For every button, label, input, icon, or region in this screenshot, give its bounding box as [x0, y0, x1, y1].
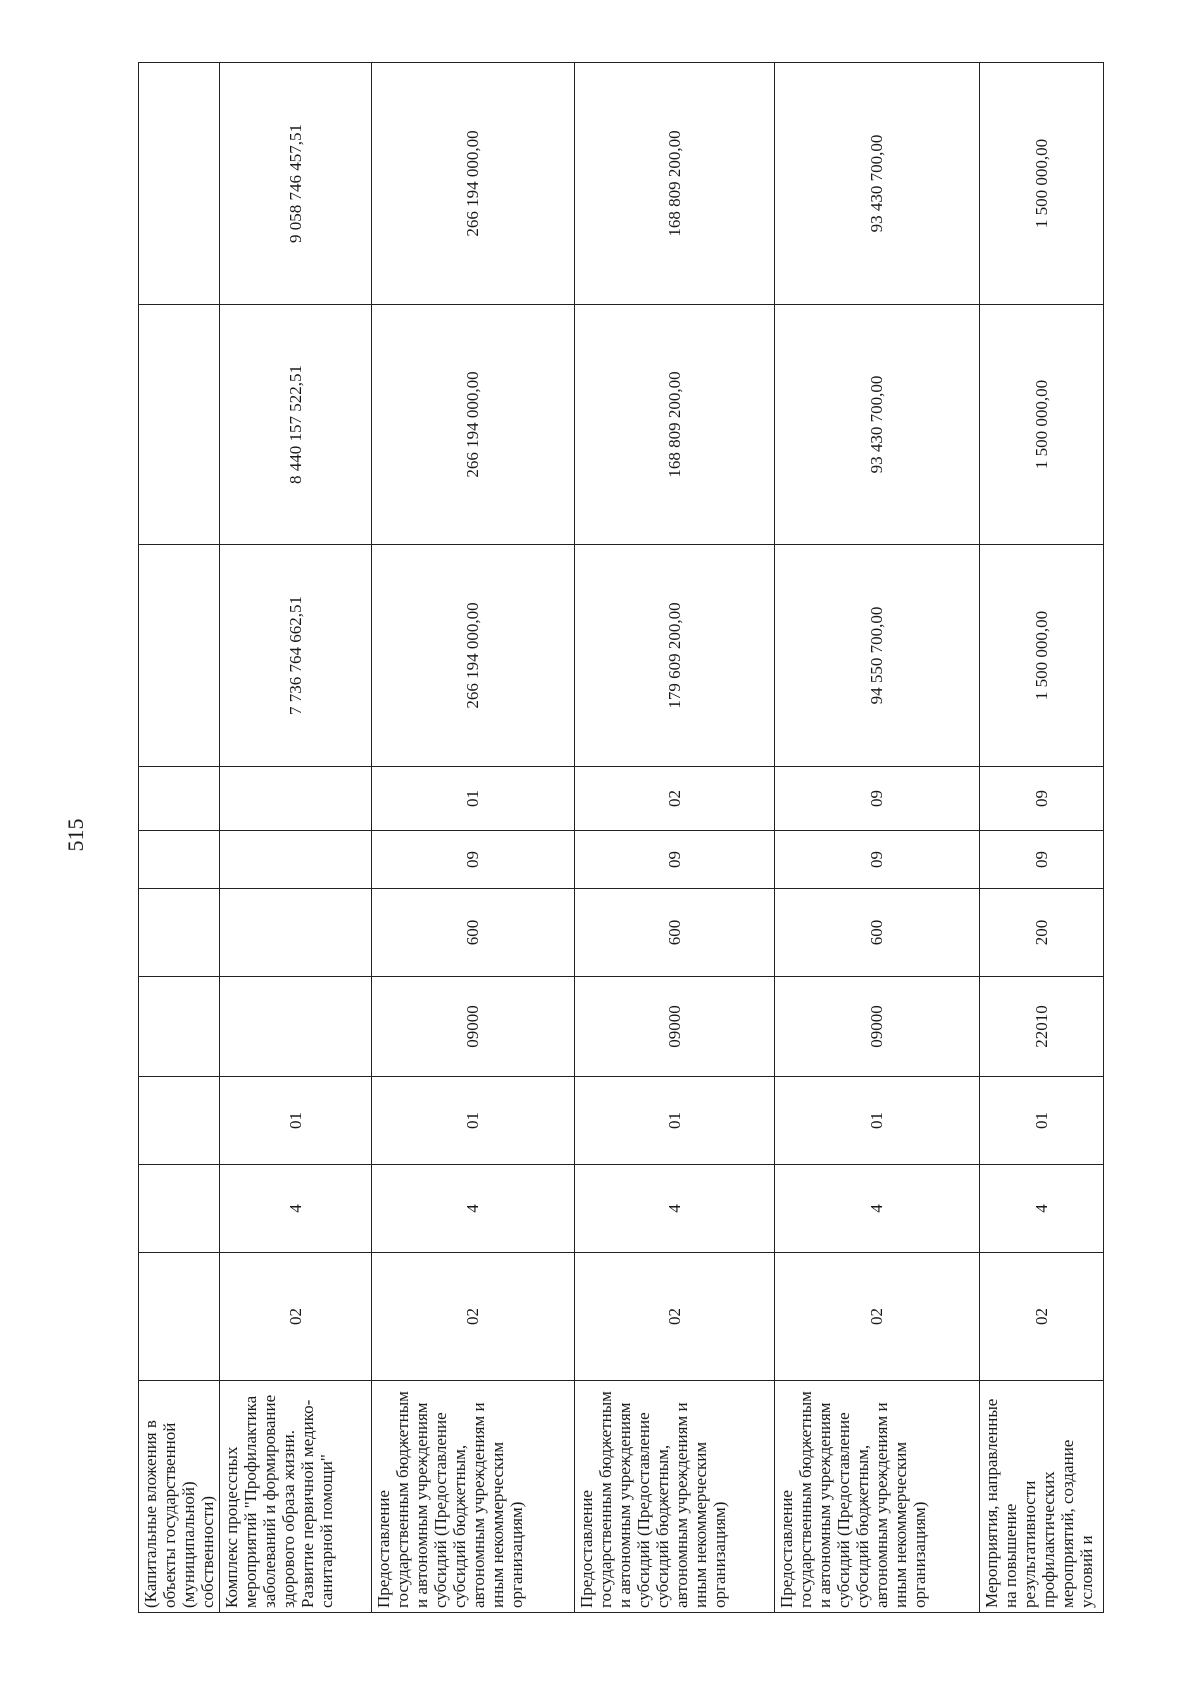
- row-name: Комплекс процессных мероприятий "Профилактика заболеваний и формирование здорового образа жизни. Развитие первичной медико-санитарной помощи": [220, 1381, 372, 1613]
- amount-year-3: 266 194 000,00: [372, 63, 575, 305]
- program-code: 02: [775, 1253, 980, 1381]
- row-name: (Капитальные вложения в объекты государственной (муниципальной) собственности): [139, 1381, 220, 1613]
- subsection-code: 09: [980, 767, 1104, 831]
- amount-year-3: [139, 63, 220, 305]
- budget-table-rotator: [138, 63, 1098, 1613]
- amount-year-2: 168 809 200,00: [575, 305, 775, 545]
- amount-year-3: 93 430 700,00: [775, 63, 980, 305]
- amount-year-1: 94 550 700,00: [775, 545, 980, 767]
- expense-type-code: [220, 889, 372, 977]
- row-name: Предоставление государственным бюджетным и автономным учреждениям субсидий (Предоставление субсидий бюджетным, автономным учреждениям и иным некоммерческим организациям): [575, 1381, 775, 1613]
- direction-code: [139, 977, 220, 1077]
- amount-year-3: 1 500 000,00: [980, 63, 1104, 305]
- amount-year-1: 7 736 764 662,51: [220, 545, 372, 767]
- budget-table: [138, 62, 1104, 1613]
- direction-code: 09000: [575, 977, 775, 1077]
- section-code: 09: [775, 831, 980, 889]
- subsection-code: 09: [775, 767, 980, 831]
- expense-type-code: 600: [372, 889, 575, 977]
- expense-type-code: 600: [775, 889, 980, 977]
- section-code: [220, 831, 372, 889]
- table-row: [139, 63, 220, 1613]
- measure-code: 01: [980, 1077, 1104, 1165]
- subsection-code: 02: [575, 767, 775, 831]
- direction-code: 22010: [980, 977, 1104, 1077]
- subprogram-code: 4: [575, 1165, 775, 1253]
- direction-code: [220, 977, 372, 1077]
- subprogram-code: 4: [220, 1165, 372, 1253]
- section-code: 09: [372, 831, 575, 889]
- subprogram-code: [139, 1165, 220, 1253]
- direction-code: 09000: [775, 977, 980, 1077]
- measure-code: 01: [775, 1077, 980, 1165]
- expense-type-code: 600: [575, 889, 775, 977]
- budget-table-container: [138, 63, 1098, 1613]
- amount-year-1: 1 500 000,00: [980, 545, 1104, 767]
- program-code: 02: [980, 1253, 1104, 1381]
- table-row: [575, 63, 775, 1613]
- section-code: 09: [980, 831, 1104, 889]
- subsection-code: [139, 767, 220, 831]
- amount-year-2: 1 500 000,00: [980, 305, 1104, 545]
- table-row: [775, 63, 980, 1613]
- measure-code: 01: [575, 1077, 775, 1165]
- row-name: Мероприятия, направленные на повышение результативности профилактических мероприятий, создание условий и: [980, 1381, 1104, 1613]
- budget-table-body: [139, 63, 1104, 1613]
- row-name: Предоставление государственным бюджетным и автономным учреждениям субсидий (Предоставление субсидий бюджетным, автономным учреждениям и иным некоммерческим организациям): [775, 1381, 980, 1613]
- expense-type-code: 200: [980, 889, 1104, 977]
- amount-year-3: 168 809 200,00: [575, 63, 775, 305]
- direction-code: 09000: [372, 977, 575, 1077]
- section-code: [139, 831, 220, 889]
- measure-code: 01: [220, 1077, 372, 1165]
- amount-year-3: 9 058 746 457,51: [220, 63, 372, 305]
- program-code: 02: [220, 1253, 372, 1381]
- program-code: [139, 1253, 220, 1381]
- amount-year-2: [139, 305, 220, 545]
- expense-type-code: [139, 889, 220, 977]
- program-code: 02: [575, 1253, 775, 1381]
- table-row: [980, 63, 1104, 1613]
- amount-year-1: 266 194 000,00: [372, 545, 575, 767]
- table-row: [220, 63, 372, 1613]
- amount-year-2: 266 194 000,00: [372, 305, 575, 545]
- subsection-code: 01: [372, 767, 575, 831]
- amount-year-1: [139, 545, 220, 767]
- subprogram-code: 4: [980, 1165, 1104, 1253]
- program-code: 02: [372, 1253, 575, 1381]
- subprogram-code: 4: [775, 1165, 980, 1253]
- section-code: 09: [575, 831, 775, 889]
- amount-year-1: 179 609 200,00: [575, 545, 775, 767]
- table-row: [372, 63, 575, 1613]
- amount-year-2: 93 430 700,00: [775, 305, 980, 545]
- measure-code: 01: [372, 1077, 575, 1165]
- measure-code: [139, 1077, 220, 1165]
- subsection-code: [220, 767, 372, 831]
- page-number: 515: [63, 818, 88, 852]
- subprogram-code: 4: [372, 1165, 575, 1253]
- row-name: Предоставление государственным бюджетным и автономным учреждениям субсидий (Предоставление субсидий бюджетным, автономным учреждениям и иным некоммерческим организациям): [372, 1381, 575, 1613]
- amount-year-2: 8 440 157 522,51: [220, 305, 372, 545]
